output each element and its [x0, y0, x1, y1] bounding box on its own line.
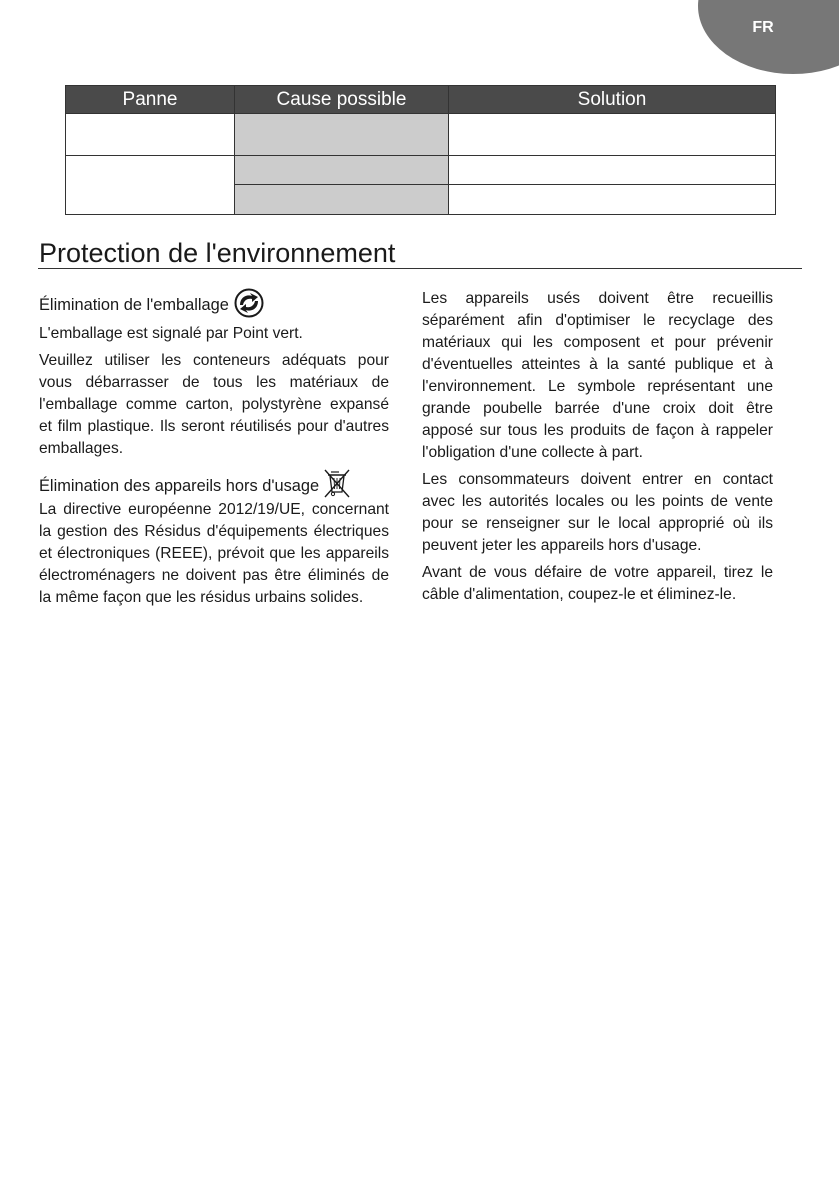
troubleshooting-table: [65, 85, 776, 215]
green-dot-recycling-icon: [233, 288, 265, 318]
crossed-out-wheelie-bin-icon: [323, 467, 351, 499]
section-divider: [38, 268, 802, 269]
packaging-paragraph: Veuillez utiliser les conteneurs adéquats pour vous débarrasser de tous les matériaux de l'emballage comme carton, polystyrène expansé et film plastique. Ils seront réutilisés pour d'autres emballages.: [39, 352, 389, 457]
section-title: Protection de l'environnement: [39, 238, 396, 268]
table-cell-solution: [449, 185, 776, 215]
table-cell-solution: [449, 156, 776, 185]
appliances-paragraph: La directive européenne 2012/19/UE, concernant la gestion des Résidus d'équipements électriques et électroniques (REEE), prévoit que les appareils électroménagers ne doivent pas être éliminés de la même façon que les résidus urbains solides.: [39, 501, 389, 606]
packaging-paragraph: L'emballage est signalé par Point vert.: [39, 325, 303, 342]
packaging-heading: [39, 288, 389, 318]
table-cell-fault: [66, 156, 235, 215]
appliances-paragraph: Les appareils usés doivent être recueillis séparément afin d'optimiser le recyclage des matériaux qui les composent et pour prévenir d'éventuelles atteintes à la santé publique et à l'environnement. Le symbole représentant une grande poubelle barrée d'une croix doit être apposé sur tous les produits de façon à rappeler l'obligation d'une collecte à part.: [422, 290, 773, 461]
table-cell-cause: [235, 114, 449, 156]
packaging-heading-text: Élimination de l'emballage: [39, 296, 229, 314]
table-cell-fault: [66, 114, 235, 156]
table-row: [66, 114, 776, 156]
table-cell-cause: [235, 156, 449, 185]
language-tab: [698, 0, 839, 74]
left-column: [39, 288, 389, 614]
table-header-row: [66, 86, 776, 114]
appliances-heading: [39, 467, 389, 499]
column-header-solution: Solution: [449, 86, 776, 114]
appliances-heading-text: Élimination des appareils hors d'usage: [39, 477, 320, 495]
right-column: [422, 288, 773, 611]
table-row: [66, 156, 776, 185]
column-header-fault: Panne: [66, 86, 235, 114]
appliances-paragraph: Avant de vous défaire de votre appareil, tirez le câble d'alimentation, coupez-le et éliminez-le.: [422, 564, 773, 603]
language-label: FR: [752, 19, 774, 36]
appliances-paragraph: Les consommateurs doivent entrer en contact avec les autorités locales ou les points de vente pour se renseigner sur le local approprié où ils peuvent jeter les appareils hors d'usage.: [422, 471, 773, 554]
column-header-cause: Cause possible: [235, 86, 449, 114]
table-cell-cause: [235, 185, 449, 215]
table-cell-solution: [449, 114, 776, 156]
